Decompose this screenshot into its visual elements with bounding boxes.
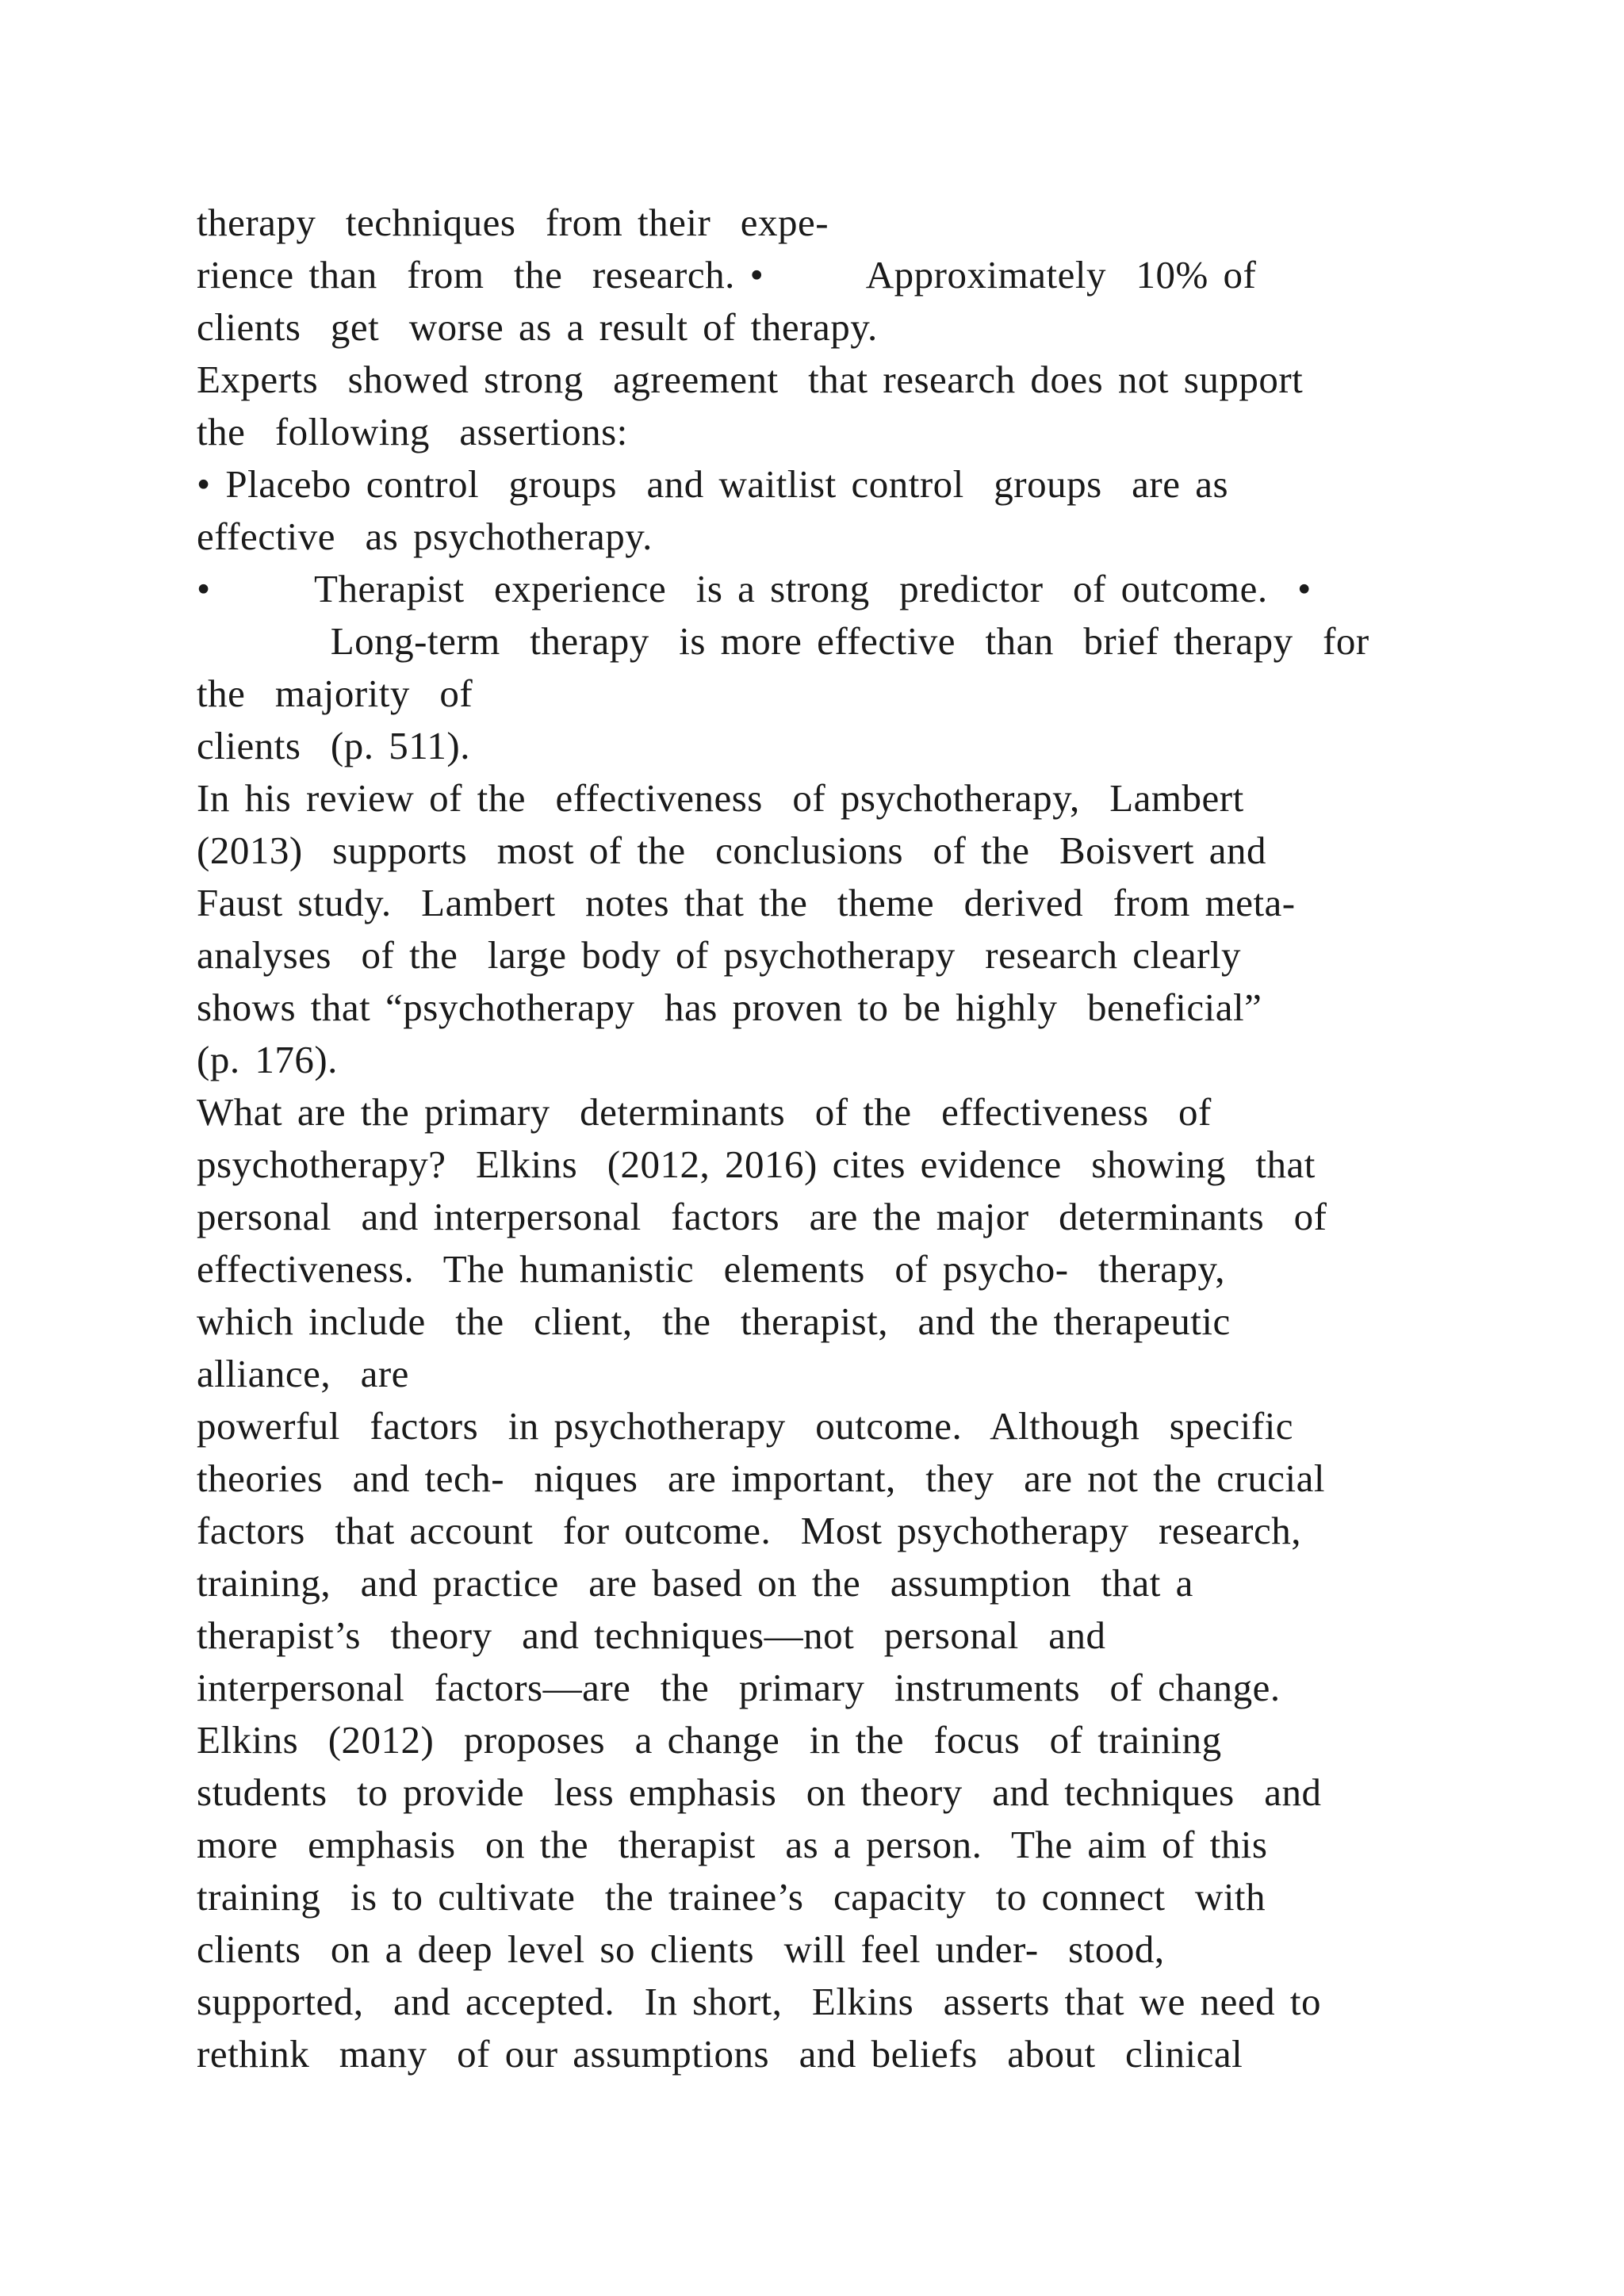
text-line: (p. 176). — [197, 1038, 338, 1081]
text-line: Elkins (2012) proposes a change in the focus of training — [197, 1718, 1222, 1762]
text-line: Experts showed strong agreement that research does not support — [197, 358, 1304, 401]
text-line: which include the client, the therapist, and the therapeutic — [197, 1299, 1231, 1343]
text-line: clients get worse as a result of therapy. — [197, 305, 878, 349]
text-line: • Placebo control groups and waitlist control groups are as — [197, 462, 1229, 506]
text-line: students to provide less emphasis on theory and techniques and — [197, 1770, 1322, 1814]
text-line: rience than from the research. • Approximately 10% of — [197, 253, 1257, 297]
text-line: effective as psychotherapy. — [197, 515, 653, 558]
text-line: therapist’s theory and techniques—not personal and — [197, 1613, 1106, 1657]
text-line: powerful factors in psychotherapy outcome. Although specific — [197, 1404, 1294, 1448]
text-line: supported, and accepted. In short, Elkins asserts that we need to — [197, 1980, 1322, 2023]
text-line: rethink many of our assumptions and beliefs about clinical — [197, 2032, 1243, 2076]
text-line: factors that account for outcome. Most psychotherapy research, — [197, 1509, 1301, 1552]
text-line: Long-term therapy is more effective than brief therapy for — [197, 619, 1369, 663]
text-line: In his review of the effectiveness of psychotherapy, Lambert — [197, 776, 1244, 820]
text-line: What are the primary determinants of the effectiveness of — [197, 1090, 1212, 1134]
text-line: training is to cultivate the trainee’s capacity to connect with — [197, 1875, 1266, 1919]
text-line: therapy techniques from their expe- — [197, 201, 829, 244]
text-line: the majority of — [197, 672, 473, 715]
text-line: clients (p. 511). — [197, 724, 470, 767]
text-line: interpersonal factors—are the primary instruments of change. — [197, 1666, 1281, 1709]
text-line: (2013) supports most of the conclusions of the Boisvert and — [197, 828, 1267, 872]
text-line: training, and practice are based on the assumption that a — [197, 1561, 1193, 1605]
text-line: effectiveness. The humanistic elements of psycho- therapy, — [197, 1247, 1226, 1291]
text-line: clients on a deep level so clients will feel under- stood, — [197, 1927, 1165, 1971]
text-line: more emphasis on the therapist as a person. The aim of this — [197, 1823, 1268, 1866]
text-line: theories and tech- niques are important, they are not the crucial — [197, 1456, 1325, 1500]
text-line: personal and interpersonal factors are the major determinants of — [197, 1195, 1327, 1238]
text-line: alliance, are — [197, 1352, 409, 1395]
text-line: analyses of the large body of psychotherapy research clearly — [197, 933, 1242, 977]
text-line: psychotherapy? Elkins (2012, 2016) cites evidence showing that — [197, 1142, 1316, 1186]
text-line: • Therapist experience is a strong predictor of outcome. • — [197, 567, 1312, 610]
text-line: Faust study. Lambert notes that the theme derived from meta- — [197, 881, 1296, 924]
text-line: shows that “psychotherapy has proven to be highly beneficial” — [197, 985, 1262, 1029]
text-line: the following assertions: — [197, 410, 628, 453]
